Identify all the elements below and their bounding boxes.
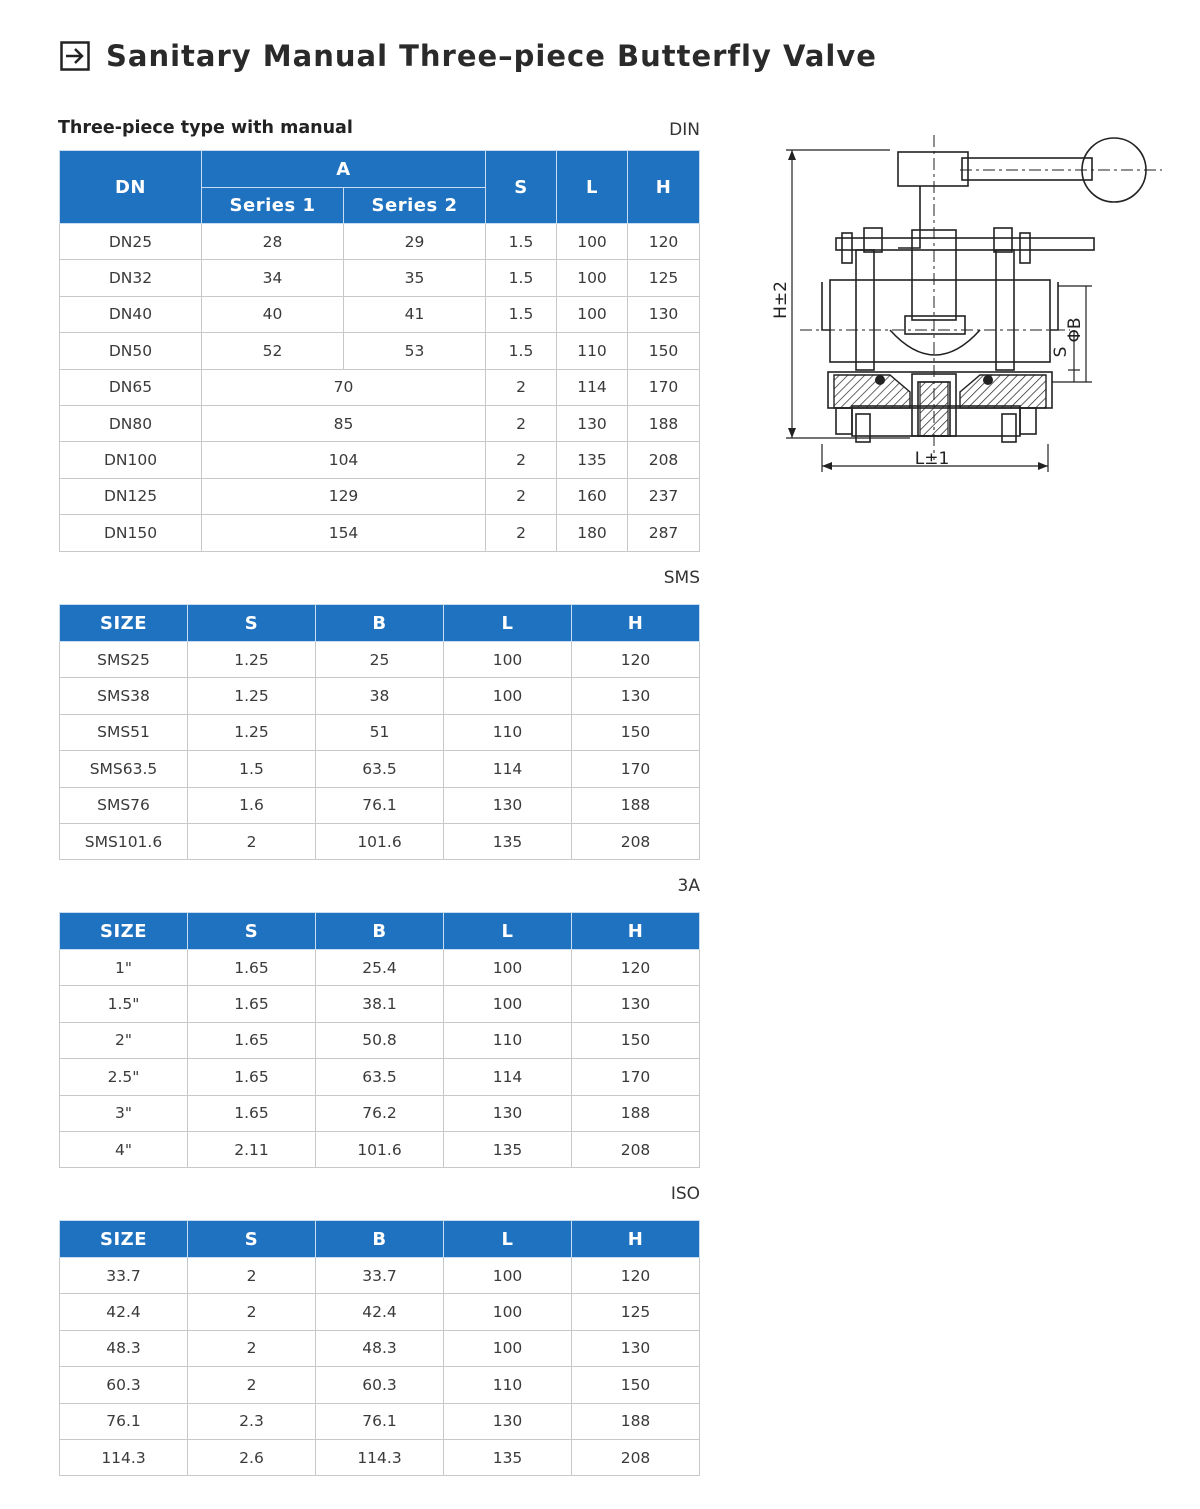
table-cell: 42.4: [316, 1294, 444, 1330]
table-cell: SMS63.5: [60, 751, 188, 787]
table-cell: 100: [444, 950, 572, 986]
table-cell: 114: [444, 751, 572, 787]
table-cell: 38: [316, 678, 444, 714]
table-row: [60, 1294, 700, 1330]
table-cell: 1.6: [188, 787, 316, 823]
col-header-a: A: [202, 151, 486, 188]
table-row: [60, 369, 700, 405]
page-header: [60, 36, 877, 76]
table-cell: 51: [316, 714, 444, 750]
table-cell: 154: [202, 515, 486, 551]
table-row: [60, 478, 700, 514]
table-cell: SMS76: [60, 787, 188, 823]
table-row: [60, 442, 700, 478]
table-cell: 4": [60, 1131, 188, 1167]
table-cell: DN32: [60, 260, 202, 296]
table-row: [60, 1022, 700, 1058]
table-cell: 2: [486, 369, 557, 405]
table-row: [60, 1330, 700, 1366]
table-cell: 3": [60, 1095, 188, 1131]
table-cell: 100: [444, 642, 572, 678]
table-row: [60, 1439, 700, 1475]
table-cell: 1.65: [188, 950, 316, 986]
table-cell: 110: [557, 333, 628, 369]
table-cell: 42.4: [60, 1294, 188, 1330]
table-cell: DN25: [60, 224, 202, 260]
table-cell: 129: [202, 478, 486, 514]
table-cell: 40: [202, 296, 344, 332]
table-cell: 34: [202, 260, 344, 296]
col-header: L: [444, 1221, 572, 1258]
table-cell: 188: [572, 1095, 700, 1131]
table-cell: 1.5": [60, 986, 188, 1022]
table-row: [60, 1095, 700, 1131]
table-cell: 170: [572, 751, 700, 787]
table-cell: 1": [60, 950, 188, 986]
height-dim-label: H±2: [771, 281, 791, 319]
table-cell: 208: [572, 1131, 700, 1167]
table-row: [60, 1403, 700, 1439]
3a-table-body: [60, 950, 700, 1168]
sms-label: SMS: [663, 568, 700, 588]
3a-table: [59, 912, 700, 1168]
col-header: L: [444, 605, 572, 642]
table-cell: 85: [202, 405, 486, 441]
length-dim-label: L±1: [914, 449, 950, 469]
table-cell: 1.65: [188, 1059, 316, 1095]
table-row: [60, 751, 700, 787]
table-cell: 125: [572, 1294, 700, 1330]
table-cell: 114: [444, 1059, 572, 1095]
table-row: [60, 986, 700, 1022]
table-cell: 70: [202, 369, 486, 405]
table-cell: 1.5: [486, 260, 557, 296]
col-header: H: [572, 1221, 700, 1258]
table-cell: 114: [557, 369, 628, 405]
diameter-dim-label: ΦB: [1065, 317, 1085, 343]
table-cell: 1.65: [188, 1022, 316, 1058]
table-cell: 130: [628, 296, 700, 332]
table-row: [60, 260, 700, 296]
table-cell: 76.2: [316, 1095, 444, 1131]
table-cell: 2.6: [188, 1439, 316, 1475]
table-row: [60, 1059, 700, 1095]
valve-diagram: [770, 130, 1170, 480]
table-cell: 1.65: [188, 986, 316, 1022]
col-header-series2: Series 2: [344, 188, 486, 224]
table-cell: 135: [557, 442, 628, 478]
table-row: [60, 1367, 700, 1403]
table-cell: 110: [444, 1022, 572, 1058]
page-title: Sanitary Manual Three–piece Butterfly Valve: [106, 39, 877, 73]
table-cell: 2: [486, 442, 557, 478]
table-cell: SMS38: [60, 678, 188, 714]
table-cell: 170: [628, 369, 700, 405]
table-cell: DN50: [60, 333, 202, 369]
col-header: H: [572, 913, 700, 950]
table-cell: 120: [628, 224, 700, 260]
table-cell: DN150: [60, 515, 202, 551]
table-cell: 135: [444, 1439, 572, 1475]
table-row: [60, 823, 700, 859]
table-cell: DN80: [60, 405, 202, 441]
table-cell: 100: [444, 1330, 572, 1366]
table-cell: 1.25: [188, 642, 316, 678]
table-cell: SMS25: [60, 642, 188, 678]
table-cell: 170: [572, 1059, 700, 1095]
table-cell: 76.1: [316, 787, 444, 823]
table-cell: SMS101.6: [60, 823, 188, 859]
table-cell: 35: [344, 260, 486, 296]
table-cell: 53: [344, 333, 486, 369]
table-cell: 28: [202, 224, 344, 260]
col-header: S: [188, 913, 316, 950]
sms-table: [59, 604, 700, 860]
table-cell: 33.7: [316, 1258, 444, 1294]
table-cell: 2: [486, 515, 557, 551]
table-row: [60, 515, 700, 551]
col-header-s: S: [486, 151, 557, 224]
table-cell: 287: [628, 515, 700, 551]
table-cell: 2: [486, 478, 557, 514]
table-cell: 150: [572, 1022, 700, 1058]
table-cell: 2: [188, 1330, 316, 1366]
col-header-series1: Series 1: [202, 188, 344, 224]
col-header: S: [188, 1221, 316, 1258]
table-cell: 1.25: [188, 714, 316, 750]
table-cell: 120: [572, 1258, 700, 1294]
table-cell: 208: [572, 1439, 700, 1475]
table-cell: 104: [202, 442, 486, 478]
table-row: [60, 405, 700, 441]
table-cell: 63.5: [316, 751, 444, 787]
table-cell: 60.3: [60, 1367, 188, 1403]
table-cell: 130: [444, 787, 572, 823]
table-cell: 130: [444, 1403, 572, 1439]
table-cell: 63.5: [316, 1059, 444, 1095]
table-row: [60, 787, 700, 823]
table-cell: 2.3: [188, 1403, 316, 1439]
table-cell: 2": [60, 1022, 188, 1058]
table-cell: 33.7: [60, 1258, 188, 1294]
sms-table-body: [60, 642, 700, 860]
table-cell: 130: [557, 405, 628, 441]
table-cell: 135: [444, 1131, 572, 1167]
table-cell: 130: [444, 1095, 572, 1131]
table-row: [60, 642, 700, 678]
table-cell: 120: [572, 950, 700, 986]
table-row: [60, 224, 700, 260]
table-cell: 2.11: [188, 1131, 316, 1167]
table-row: [60, 950, 700, 986]
table-cell: DN100: [60, 442, 202, 478]
col-header: B: [316, 913, 444, 950]
iso-table-body: [60, 1258, 700, 1476]
table-cell: 180: [557, 515, 628, 551]
table-cell: 208: [572, 823, 700, 859]
col-header: S: [188, 605, 316, 642]
table-cell: 125: [628, 260, 700, 296]
table-cell: 130: [572, 678, 700, 714]
table-cell: 1.5: [486, 224, 557, 260]
wall-dim-label: S: [1051, 346, 1071, 358]
table-cell: 25: [316, 642, 444, 678]
table-cell: 50.8: [316, 1022, 444, 1058]
table-cell: DN40: [60, 296, 202, 332]
table-cell: 100: [444, 678, 572, 714]
table-cell: 60.3: [316, 1367, 444, 1403]
table-cell: 160: [557, 478, 628, 514]
iso-table: [59, 1220, 700, 1476]
table-cell: DN125: [60, 478, 202, 514]
col-header: L: [444, 913, 572, 950]
table-cell: 150: [572, 1367, 700, 1403]
table-cell: 41: [344, 296, 486, 332]
table-cell: 100: [444, 1258, 572, 1294]
table-cell: 100: [444, 1294, 572, 1330]
table-cell: 52: [202, 333, 344, 369]
table-cell: SMS51: [60, 714, 188, 750]
table-cell: 101.6: [316, 823, 444, 859]
table-cell: 76.1: [316, 1403, 444, 1439]
table-cell: 208: [628, 442, 700, 478]
col-header-l: L: [557, 151, 628, 224]
table-cell: 100: [444, 986, 572, 1022]
table-cell: 48.3: [316, 1330, 444, 1366]
table-row: [60, 678, 700, 714]
table-cell: 101.6: [316, 1131, 444, 1167]
table-cell: 110: [444, 1367, 572, 1403]
table-cell: 114.3: [316, 1439, 444, 1475]
table-cell: 100: [557, 296, 628, 332]
col-header: B: [316, 605, 444, 642]
table-cell: 100: [557, 224, 628, 260]
col-header: H: [572, 605, 700, 642]
table-cell: 76.1: [60, 1403, 188, 1439]
table-cell: DN65: [60, 369, 202, 405]
3a-label: 3A: [677, 876, 700, 896]
din-table: [59, 150, 700, 552]
table-cell: 2: [188, 1367, 316, 1403]
section-subtitle: Three-piece type with manual: [58, 118, 353, 138]
table-row: [60, 1258, 700, 1294]
table-cell: 1.65: [188, 1095, 316, 1131]
table-cell: 135: [444, 823, 572, 859]
table-cell: 25.4: [316, 950, 444, 986]
table-cell: 1.5: [486, 333, 557, 369]
col-header-dn: DN: [60, 151, 202, 224]
din-table-body: [60, 224, 700, 552]
iso-label: ISO: [670, 1184, 700, 1204]
handle-lever: [962, 158, 1092, 180]
table-cell: 188: [572, 1403, 700, 1439]
table-cell: 2: [188, 1258, 316, 1294]
col-header: SIZE: [60, 913, 188, 950]
table-cell: 1.25: [188, 678, 316, 714]
col-header: SIZE: [60, 1221, 188, 1258]
col-header: B: [316, 1221, 444, 1258]
table-cell: 130: [572, 1330, 700, 1366]
col-header-h: H: [628, 151, 700, 224]
table-row: [60, 296, 700, 332]
table-cell: 1.5: [188, 751, 316, 787]
table-cell: 237: [628, 478, 700, 514]
table-cell: 38.1: [316, 986, 444, 1022]
table-cell: 188: [572, 787, 700, 823]
table-cell: 100: [557, 260, 628, 296]
table-row: [60, 1131, 700, 1167]
table-cell: 48.3: [60, 1330, 188, 1366]
table-cell: 2: [188, 823, 316, 859]
table-cell: 2.5": [60, 1059, 188, 1095]
table-row: [60, 714, 700, 750]
arrow-right-box-icon: [60, 41, 90, 71]
table-cell: 2: [188, 1294, 316, 1330]
table-cell: 150: [572, 714, 700, 750]
table-cell: 150: [628, 333, 700, 369]
table-cell: 114.3: [60, 1439, 188, 1475]
table-cell: 29: [344, 224, 486, 260]
table-cell: 120: [572, 642, 700, 678]
table-cell: 130: [572, 986, 700, 1022]
table-cell: 110: [444, 714, 572, 750]
table-cell: 2: [486, 405, 557, 441]
table-cell: 188: [628, 405, 700, 441]
handle-base: [898, 152, 968, 186]
table-cell: 1.5: [486, 296, 557, 332]
table-row: [60, 333, 700, 369]
col-header: SIZE: [60, 605, 188, 642]
din-label: DIN: [669, 120, 700, 140]
